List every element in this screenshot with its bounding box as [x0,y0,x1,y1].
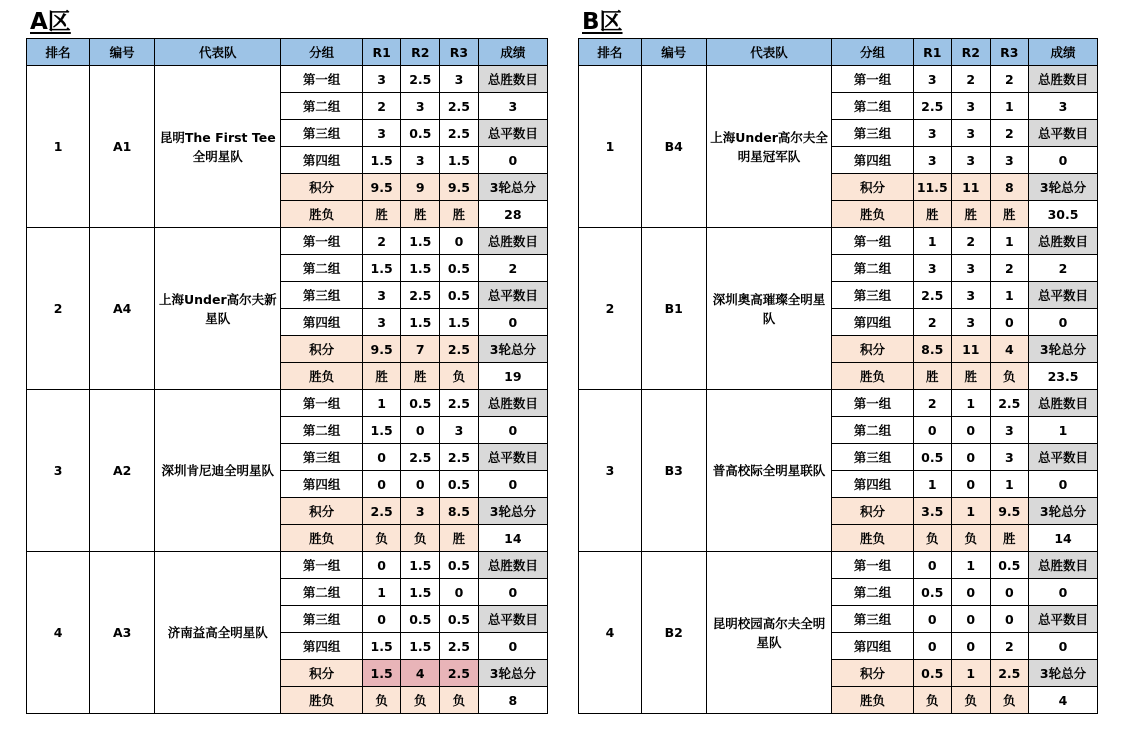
round-score-cell: 2.5 [440,93,479,120]
result-cell: 3轮总分 [1029,174,1098,201]
group-label-cell: 胜负 [281,687,362,714]
result-cell: 3轮总分 [1029,660,1098,687]
group-label-cell: 第二组 [832,417,913,444]
round-score-cell: 0.5 [913,660,952,687]
group-label-cell: 第二组 [281,417,362,444]
round-score-cell: 1.5 [401,309,440,336]
round-score-cell: 胜 [362,363,401,390]
result-cell: 14 [478,525,547,552]
group-label-cell: 第四组 [281,633,362,660]
round-score-cell: 3 [990,444,1029,471]
column-header: 分组 [832,39,913,66]
result-cell: 3轮总分 [478,336,547,363]
round-score-cell: 2.5 [362,498,401,525]
result-cell: 0 [1029,147,1098,174]
round-score-cell: 胜 [362,201,401,228]
column-header: 成绩 [1029,39,1098,66]
group-label-cell: 积分 [281,498,362,525]
group-label-cell: 胜负 [832,687,913,714]
group-label-cell: 积分 [281,336,362,363]
team-id-cell: B2 [641,552,706,714]
result-cell: 2 [478,255,547,282]
round-score-cell: 负 [362,525,401,552]
round-score-cell: 3 [362,120,401,147]
column-header: 排名 [27,39,90,66]
group-label-cell: 积分 [832,498,913,525]
table-row [27,66,548,93]
round-score-cell: 胜 [913,201,952,228]
round-score-cell: 胜 [440,201,479,228]
group-label-cell: 第三组 [281,444,362,471]
table-row [27,552,548,579]
round-score-cell: 胜 [990,201,1029,228]
table-row [579,66,1098,93]
round-score-cell: 3 [913,66,952,93]
rank-cell: 1 [579,66,642,228]
round-score-cell: 2.5 [440,660,479,687]
round-score-cell: 2 [990,633,1029,660]
round-score-cell: 0.5 [401,120,440,147]
round-score-cell: 负 [913,525,952,552]
round-score-cell: 2.5 [440,336,479,363]
round-score-cell: 11 [952,336,991,363]
round-score-cell: 胜 [913,363,952,390]
group-label-cell: 第三组 [281,120,362,147]
round-score-cell: 0 [952,633,991,660]
round-score-cell: 11 [952,174,991,201]
column-header: 编号 [641,39,706,66]
round-score-cell: 2.5 [440,633,479,660]
round-score-cell: 0 [952,606,991,633]
group-label-cell: 第四组 [281,309,362,336]
column-header: 代表队 [706,39,832,66]
group-label-cell: 第二组 [281,93,362,120]
team-id-cell: A1 [90,66,155,228]
result-cell: 3轮总分 [1029,498,1098,525]
round-score-cell: 8.5 [440,498,479,525]
round-score-cell: 7 [401,336,440,363]
group-label-cell: 第四组 [832,633,913,660]
result-cell: 总平数目 [1029,444,1098,471]
round-score-cell: 1.5 [362,255,401,282]
column-header: R3 [990,39,1029,66]
standings-table [26,38,548,714]
round-score-cell: 1 [990,471,1029,498]
round-score-cell: 1.5 [440,309,479,336]
round-score-cell: 0 [362,444,401,471]
group-label-cell: 第四组 [281,147,362,174]
group-label-cell: 第一组 [832,390,913,417]
round-score-cell: 胜 [440,525,479,552]
column-header: R3 [440,39,479,66]
group-label-cell: 积分 [832,174,913,201]
round-score-cell: 胜 [990,525,1029,552]
team-id-cell: B3 [641,390,706,552]
round-score-cell: 负 [440,363,479,390]
result-cell: 19 [478,363,547,390]
group-label-cell: 第二组 [832,579,913,606]
team-name-cell: 普高校际全明星联队 [706,390,832,552]
round-score-cell: 3 [952,147,991,174]
round-score-cell: 1 [362,579,401,606]
result-cell: 总平数目 [478,282,547,309]
column-header: R2 [952,39,991,66]
round-score-cell: 2.5 [401,66,440,93]
round-score-cell: 8.5 [913,336,952,363]
group-label-cell: 第二组 [832,93,913,120]
round-score-cell: 胜 [401,363,440,390]
rank-cell: 3 [27,390,90,552]
result-cell: 总胜数目 [478,66,547,93]
team-name-cell: 昆明The First Tee全明星队 [155,66,281,228]
team-id-cell: A4 [90,228,155,390]
round-score-cell: 1.5 [401,255,440,282]
group-label-cell: 第四组 [832,471,913,498]
round-score-cell: 3 [401,93,440,120]
round-score-cell: 9.5 [362,336,401,363]
round-score-cell: 0.5 [401,390,440,417]
round-score-cell: 0 [362,606,401,633]
group-label-cell: 第二组 [281,579,362,606]
round-score-cell: 3 [952,282,991,309]
group-label-cell: 积分 [281,174,362,201]
round-score-cell: 0.5 [913,579,952,606]
round-score-cell: 4 [990,336,1029,363]
round-score-cell: 3 [440,417,479,444]
result-cell: 总胜数目 [478,390,547,417]
round-score-cell: 2 [990,255,1029,282]
group-label-cell: 胜负 [281,201,362,228]
round-score-cell: 1.5 [401,552,440,579]
group-label-cell: 第一组 [281,552,362,579]
round-score-cell: 2 [952,228,991,255]
result-cell: 3 [478,93,547,120]
round-score-cell: 0 [952,417,991,444]
group-label-cell: 第三组 [832,120,913,147]
round-score-cell: 2 [990,66,1029,93]
result-cell: 总胜数目 [1029,552,1098,579]
team-id-cell: B1 [641,228,706,390]
group-label-cell: 第二组 [832,255,913,282]
round-score-cell: 0 [913,552,952,579]
round-score-cell: 0 [362,552,401,579]
round-score-cell: 3 [362,282,401,309]
round-score-cell: 9.5 [440,174,479,201]
round-score-cell: 0 [401,417,440,444]
round-score-cell: 0 [990,579,1029,606]
table-row [579,390,1098,417]
rank-cell: 4 [27,552,90,714]
round-score-cell: 3 [990,417,1029,444]
group-label-cell: 第四组 [832,309,913,336]
round-score-cell: 0 [440,579,479,606]
round-score-cell: 1.5 [362,660,401,687]
round-score-cell: 0 [990,606,1029,633]
result-cell: 总胜数目 [1029,66,1098,93]
result-cell: 总平数目 [478,444,547,471]
result-cell: 总胜数目 [478,552,547,579]
round-score-cell: 2.5 [990,660,1029,687]
group-label-cell: 积分 [281,660,362,687]
round-score-cell: 1.5 [401,633,440,660]
result-cell: 0 [1029,633,1098,660]
round-score-cell: 2 [952,66,991,93]
round-score-cell: 1.5 [440,147,479,174]
round-score-cell: 负 [362,687,401,714]
column-header: 代表队 [155,39,281,66]
column-header: R2 [401,39,440,66]
result-cell: 23.5 [1029,363,1098,390]
table-row [579,552,1098,579]
group-label-cell: 第一组 [832,552,913,579]
team-name-cell: 深圳肯尼迪全明星队 [155,390,281,552]
round-score-cell: 1.5 [362,147,401,174]
round-score-cell: 1.5 [401,228,440,255]
round-score-cell: 1 [913,228,952,255]
group-label-cell: 胜负 [281,525,362,552]
round-score-cell: 2.5 [440,120,479,147]
round-score-cell: 3 [913,147,952,174]
round-score-cell: 负 [401,687,440,714]
team-id-cell: A3 [90,552,155,714]
round-score-cell: 1 [952,498,991,525]
round-score-cell: 胜 [952,201,991,228]
team-name-cell: 济南益高全明星队 [155,552,281,714]
rank-cell: 1 [27,66,90,228]
round-score-cell: 1.5 [401,579,440,606]
column-header: R1 [362,39,401,66]
round-score-cell: 3 [362,66,401,93]
rank-cell: 4 [579,552,642,714]
result-cell: 总胜数目 [1029,228,1098,255]
team-name-cell: 昆明校园高尔夫全明星队 [706,552,832,714]
column-header: 排名 [579,39,642,66]
round-score-cell: 3 [952,255,991,282]
result-cell: 总平数目 [1029,282,1098,309]
result-cell: 总胜数目 [1029,390,1098,417]
result-cell: 0 [478,147,547,174]
round-score-cell: 0 [913,633,952,660]
round-score-cell: 负 [440,687,479,714]
round-score-cell: 1 [913,471,952,498]
round-score-cell: 0.5 [401,606,440,633]
round-score-cell: 0 [401,471,440,498]
round-score-cell: 3 [990,147,1029,174]
group-label-cell: 第三组 [832,444,913,471]
round-score-cell: 0 [362,471,401,498]
round-score-cell: 2 [362,228,401,255]
result-cell: 14 [1029,525,1098,552]
group-label-cell: 第一组 [832,228,913,255]
group-label-cell: 第三组 [281,606,362,633]
round-score-cell: 负 [990,363,1029,390]
rank-cell: 3 [579,390,642,552]
round-score-cell: 2 [990,120,1029,147]
group-label-cell: 胜负 [832,525,913,552]
round-score-cell: 2 [913,390,952,417]
group-label-cell: 第一组 [281,228,362,255]
round-score-cell: 11.5 [913,174,952,201]
round-score-cell: 1 [952,552,991,579]
round-score-cell: 3 [952,309,991,336]
round-score-cell: 负 [990,687,1029,714]
zone-title: B区 [582,9,623,35]
group-label-cell: 第三组 [832,606,913,633]
standings-table [578,38,1098,714]
result-cell: 0 [478,633,547,660]
group-label-cell: 第三组 [832,282,913,309]
round-score-cell: 3 [401,498,440,525]
column-header: 分组 [281,39,362,66]
round-score-cell: 9.5 [362,174,401,201]
round-score-cell: 负 [401,525,440,552]
round-score-cell: 3 [440,66,479,93]
result-cell: 总平数目 [1029,120,1098,147]
result-cell: 0 [478,417,547,444]
result-cell: 总平数目 [478,606,547,633]
table-row [27,228,548,255]
team-name-cell: 上海Under高尔夫新星队 [155,228,281,390]
group-label-cell: 第三组 [281,282,362,309]
round-score-cell: 2 [362,93,401,120]
result-cell: 28 [478,201,547,228]
round-score-cell: 3 [913,120,952,147]
zone-a [26,6,548,714]
round-score-cell: 0.5 [913,444,952,471]
result-cell: 总平数目 [1029,606,1098,633]
team-name-cell: 深圳奥高璀璨全明星队 [706,228,832,390]
round-score-cell: 0.5 [440,552,479,579]
result-cell: 0 [1029,309,1098,336]
result-cell: 0 [478,471,547,498]
zone-b [578,6,1098,714]
result-cell: 30.5 [1029,201,1098,228]
round-score-cell: 0 [913,606,952,633]
team-name-cell: 上海Under高尔夫全明星冠军队 [706,66,832,228]
round-score-cell: 负 [952,525,991,552]
round-score-cell: 1 [952,390,991,417]
round-score-cell: 3 [952,93,991,120]
round-score-cell: 4 [401,660,440,687]
column-header: 成绩 [478,39,547,66]
round-score-cell: 8 [990,174,1029,201]
team-id-cell: A2 [90,390,155,552]
round-score-cell: 0 [913,417,952,444]
round-score-cell: 0.5 [440,255,479,282]
result-cell: 3轮总分 [478,174,547,201]
round-score-cell: 0 [990,309,1029,336]
round-score-cell: 1.5 [362,417,401,444]
group-label-cell: 积分 [832,336,913,363]
group-label-cell: 第四组 [832,147,913,174]
round-score-cell: 2.5 [913,93,952,120]
group-label-cell: 第一组 [281,66,362,93]
round-score-cell: 2.5 [913,282,952,309]
round-score-cell: 3 [913,255,952,282]
round-score-cell: 0.5 [440,471,479,498]
rank-cell: 2 [27,228,90,390]
rank-cell: 2 [579,228,642,390]
result-cell: 3轮总分 [478,660,547,687]
zone-title: A区 [30,9,71,35]
round-score-cell: 1 [990,282,1029,309]
group-label-cell: 第二组 [281,255,362,282]
round-score-cell: 1 [990,93,1029,120]
result-cell: 总胜数目 [478,228,547,255]
group-label-cell: 第四组 [281,471,362,498]
result-cell: 4 [1029,687,1098,714]
result-cell: 3轮总分 [478,498,547,525]
header-row [579,39,1098,66]
round-score-cell: 3 [362,309,401,336]
round-score-cell: 3.5 [913,498,952,525]
round-score-cell: 0 [440,228,479,255]
result-cell: 0 [478,309,547,336]
round-score-cell: 9.5 [990,498,1029,525]
result-cell: 8 [478,687,547,714]
group-label-cell: 胜负 [281,363,362,390]
round-score-cell: 胜 [401,201,440,228]
round-score-cell: 2.5 [440,444,479,471]
result-cell: 3轮总分 [1029,336,1098,363]
round-score-cell: 3 [952,120,991,147]
column-header: 编号 [90,39,155,66]
table-row [27,390,548,417]
result-cell: 3 [1029,93,1098,120]
header-row [27,39,548,66]
result-cell: 2 [1029,255,1098,282]
round-score-cell: 9 [401,174,440,201]
result-cell: 0 [1029,579,1098,606]
round-score-cell: 3 [401,147,440,174]
column-header: R1 [913,39,952,66]
result-cell: 0 [478,579,547,606]
group-label-cell: 胜负 [832,201,913,228]
group-label-cell: 第一组 [281,390,362,417]
round-score-cell: 1 [990,228,1029,255]
group-label-cell: 积分 [832,660,913,687]
result-cell: 总平数目 [478,120,547,147]
round-score-cell: 0 [952,579,991,606]
round-score-cell: 1 [952,660,991,687]
group-label-cell: 第一组 [832,66,913,93]
round-score-cell: 2.5 [401,282,440,309]
round-score-cell: 2 [913,309,952,336]
round-score-cell: 负 [913,687,952,714]
table-row [579,228,1098,255]
result-cell: 0 [1029,471,1098,498]
round-score-cell: 0.5 [440,282,479,309]
round-score-cell: 2.5 [990,390,1029,417]
round-score-cell: 0 [952,471,991,498]
round-score-cell: 1.5 [362,633,401,660]
round-score-cell: 1 [362,390,401,417]
round-score-cell: 胜 [952,363,991,390]
round-score-cell: 0 [952,444,991,471]
team-id-cell: B4 [641,66,706,228]
round-score-cell: 2.5 [401,444,440,471]
round-score-cell: 0.5 [990,552,1029,579]
round-score-cell: 负 [952,687,991,714]
group-label-cell: 胜负 [832,363,913,390]
round-score-cell: 2.5 [440,390,479,417]
result-cell: 1 [1029,417,1098,444]
round-score-cell: 0.5 [440,606,479,633]
